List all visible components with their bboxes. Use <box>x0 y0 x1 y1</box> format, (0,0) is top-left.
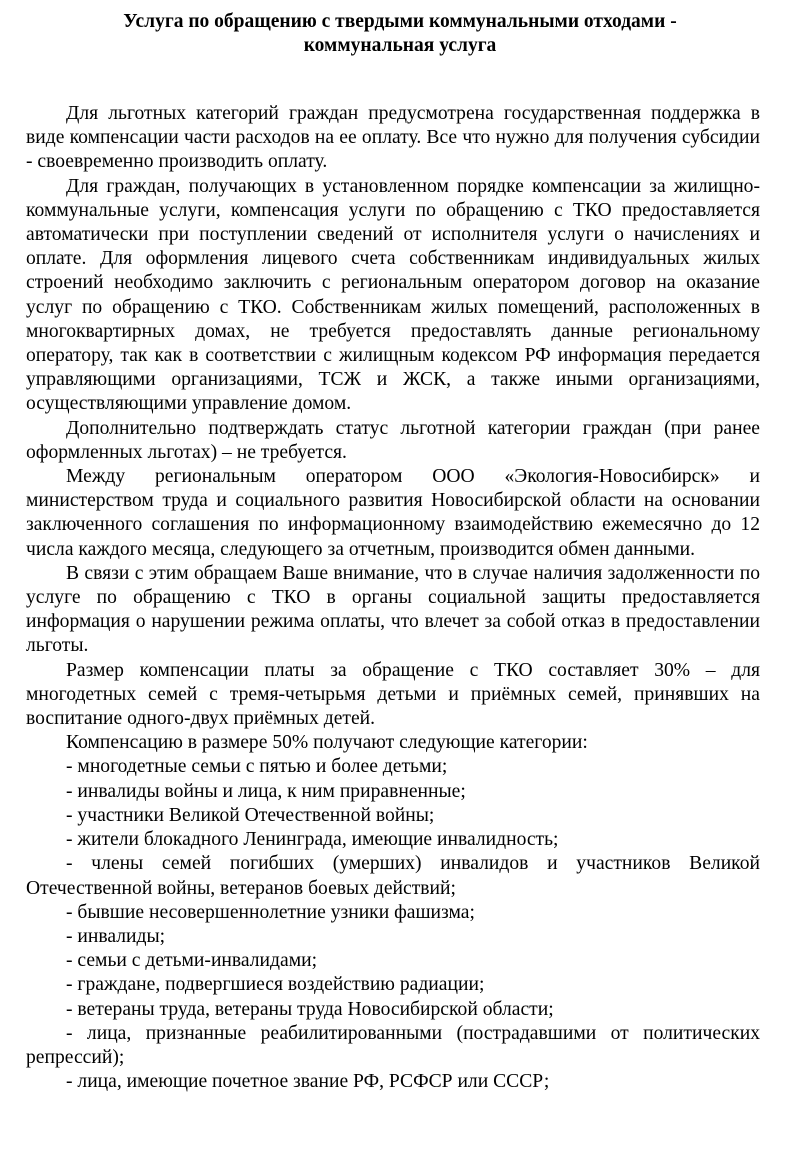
list-item: - члены семей погибших (умерших) инвалидов и участников Великой Отечественной войны, ветеранов боевых действий; <box>26 853 760 899</box>
paragraph-compensation-procedure: Для граждан, получающих в установленном порядке компенсации за жилищно-коммунальные услуги, компенсация услуги по обращению с ТКО предоставляется автоматически при поступлении сведений от исполнителя услуги о начислениях и оплате. Для оформления лицевого счета собственникам индивидуальных жилых строений необходимо заключить с региональным оператором договор на оказание услуг по обращению с ТКО. Собственникам жилых помещений, расположенных в многоквартирных домах, не требуется предоставлять данные региональному оператору, так как в соответствии с жилищным кодексом РФ информация передается управляющими организациями, ТСЖ и ЖСК, а также иными организациями, осуществляющими управление домом. <box>26 175 760 415</box>
paragraph-data-exchange: Между региональным оператором ООО «Экология-Новосибирск» и министерством труда и социального развития Новосибирской области на основании заключенного соглашения по информационному взаимодействию ежемесячно до 12 числа каждого месяца, следующего за отчетным, производится обмен данными. <box>26 466 760 560</box>
list-item: - ветераны труда, ветераны труда Новосибирской области; <box>66 998 554 1020</box>
title-line-2: коммунальная услуга <box>303 35 497 56</box>
list-item: - лица, имеющие почетное звание РФ, РСФСР или СССР; <box>66 1071 550 1093</box>
paragraph-subsidy-intro: Для льготных категорий граждан предусмотрена государственная поддержка в виде компенсации части расходов на ее оплату. Все что нужно для получения субсидии - своевременно производить оплату. <box>26 103 760 173</box>
paragraph-status-confirmation: Дополнительно подтверждать статус льготной категории граждан (при ранее оформленных льготах) – не требуется. <box>26 417 760 463</box>
list-item: - лица, признанные реабилитированными (пострадавшими от политических репрессий); <box>26 1022 760 1068</box>
list-item: - многодетные семьи с пятью и более детьми; <box>66 756 448 778</box>
list-item: - жители блокадного Ленинграда, имеющие инвалидность; <box>66 829 559 851</box>
list-item: - инвалиды; <box>66 925 166 947</box>
paragraph-30-percent: Размер компенсации платы за обращение с ТКО составляет 30% – для многодетных семей с тремя-четырьмя детьми и приёмных семей, принявших на воспитание одного-двух приёмных детей. <box>26 659 760 730</box>
list-item: - граждане, подвергшиеся воздействию радиации; <box>66 974 485 996</box>
document-title <box>26 10 760 58</box>
paragraph-50-percent-intro: Компенсацию в размере 50% получают следующие категории: <box>66 732 588 754</box>
title-line-1: Услуга по обращению с твердыми коммунальными отходами - <box>123 11 677 32</box>
list-item: - инвалиды войны и лица, к ним приравненные; <box>66 780 466 802</box>
paragraph-debt-notice: В связи с этим обращаем Ваше внимание, что в случае наличия задолженности по услуге по обращению с ТКО в органы социальной защиты предоставляется информация о нарушении режима оплаты, что влечет за собой отказ в предоставлении льготы. <box>26 562 760 657</box>
list-item: - семьи с детьми-инвалидами; <box>66 950 318 972</box>
category-list <box>26 755 760 1094</box>
list-item: - участники Великой Отечественной войны; <box>66 804 435 826</box>
list-item: - бывшие несовершеннолетние узники фашизма; <box>66 901 475 923</box>
